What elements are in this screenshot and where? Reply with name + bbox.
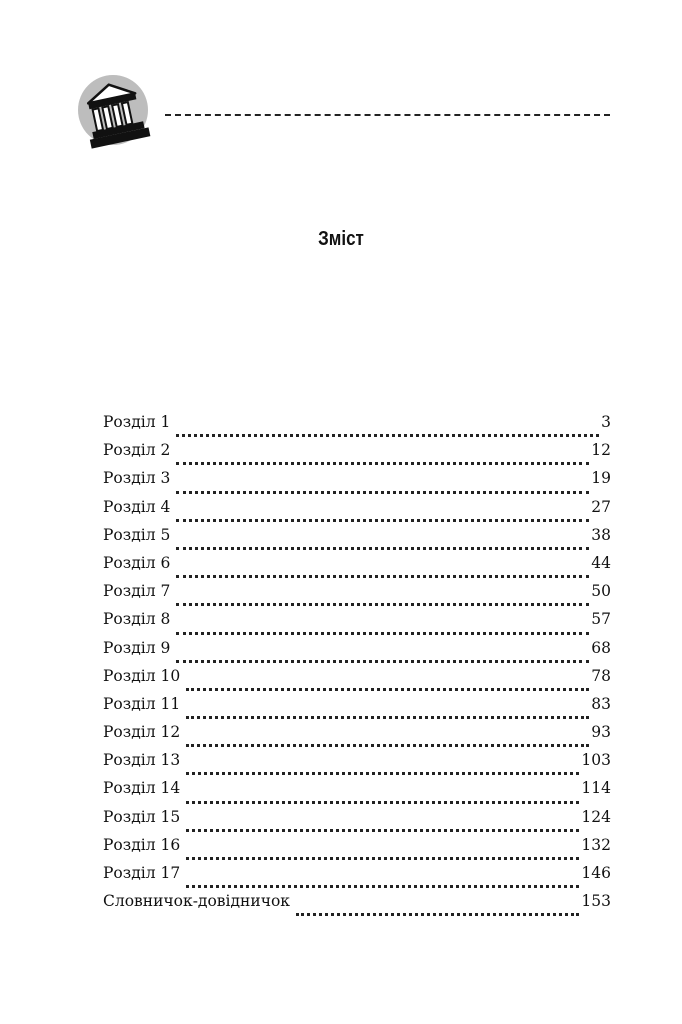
toc-entry-page: 93 [591, 723, 611, 742]
toc-entry-page: 78 [591, 666, 611, 685]
toc-entry[interactable] [103, 441, 611, 469]
toc-leader-dots [176, 505, 589, 522]
toc-entry[interactable] [103, 469, 611, 497]
toc-entry-label: Розділ 8 [103, 610, 171, 629]
toc-leader-dots [176, 533, 589, 550]
toc-entry-label: Розділ 4 [103, 497, 171, 516]
toc-entry-page: 103 [581, 751, 611, 770]
toc-entry-label: Розділ 14 [103, 779, 181, 798]
toc-entry-page: 57 [591, 610, 611, 629]
toc-leader-dots [186, 787, 579, 804]
toc-entry-page: 50 [591, 582, 611, 601]
toc-entry[interactable] [103, 808, 611, 836]
toc-entry[interactable] [103, 892, 611, 920]
toc-entry[interactable] [103, 779, 611, 807]
toc-leader-dots [186, 871, 579, 888]
toc-entry-label: Розділ 9 [103, 638, 171, 657]
table-of-contents [103, 413, 611, 920]
toc-entry[interactable] [103, 582, 611, 610]
building-columns-icon [77, 74, 153, 150]
toc-leader-dots [296, 899, 579, 916]
toc-entry[interactable] [103, 610, 611, 638]
toc-entry-label: Розділ 13 [103, 751, 181, 770]
toc-entry-label: Розділ 3 [103, 469, 171, 488]
toc-entry[interactable] [103, 836, 611, 864]
toc-leader-dots [176, 420, 599, 437]
toc-leader-dots [186, 702, 589, 719]
toc-leader-dots [186, 730, 589, 747]
toc-entry-page: 12 [591, 441, 611, 460]
toc-entry-page: 114 [581, 779, 611, 798]
toc-entry[interactable] [103, 695, 611, 723]
toc-entry[interactable] [103, 723, 611, 751]
toc-entry-page: 132 [581, 835, 611, 854]
toc-leader-dots [186, 843, 579, 860]
toc-entry[interactable] [103, 639, 611, 667]
toc-entry-page: 44 [591, 553, 611, 572]
toc-entry-page: 124 [581, 807, 611, 826]
toc-entry[interactable] [103, 751, 611, 779]
toc-leader-dots [186, 674, 589, 691]
toc-entry-label: Розділ 7 [103, 582, 171, 601]
toc-leader-dots [176, 477, 589, 494]
toc-entry-label: Розділ 15 [103, 807, 181, 826]
toc-entry-label: Розділ 12 [103, 723, 181, 742]
toc-leader-dots [176, 618, 589, 635]
toc-leader-dots [186, 815, 579, 832]
toc-entry-label: Словничок-довідничок [103, 892, 290, 911]
toc-entry-page: 146 [581, 864, 611, 882]
toc-entry[interactable] [103, 498, 611, 526]
toc-entry-label: Розділ 6 [103, 553, 171, 572]
toc-entry[interactable] [103, 526, 611, 554]
toc-entry[interactable] [103, 413, 611, 441]
toc-entry[interactable] [103, 864, 611, 892]
toc-entry-page: 153 [581, 892, 611, 911]
toc-entry-page: 19 [591, 469, 611, 488]
toc-leader-dots [176, 646, 589, 663]
header-dashed-rule [165, 114, 610, 116]
toc-entry-label: Розділ 10 [103, 666, 181, 685]
page-title: Зміст [318, 228, 364, 250]
toc-entry-label: Розділ 17 [103, 864, 181, 882]
toc-entry[interactable] [103, 554, 611, 582]
toc-entry-label: Розділ 2 [103, 441, 171, 460]
toc-entry-page: 27 [591, 497, 611, 516]
toc-entry-page: 68 [591, 638, 611, 657]
toc-entry-label: Розділ 1 [103, 413, 171, 431]
toc-entry-label: Розділ 11 [103, 694, 181, 713]
toc-leader-dots [176, 448, 589, 465]
toc-entry-page: 3 [601, 413, 611, 431]
toc-leader-dots [186, 758, 579, 775]
toc-entry-label: Розділ 16 [103, 835, 181, 854]
toc-leader-dots [176, 589, 589, 606]
toc-entry-label: Розділ 5 [103, 525, 171, 544]
toc-leader-dots [176, 561, 589, 578]
toc-entry[interactable] [103, 667, 611, 695]
toc-entry-page: 83 [591, 694, 611, 713]
toc-entry-page: 38 [591, 525, 611, 544]
